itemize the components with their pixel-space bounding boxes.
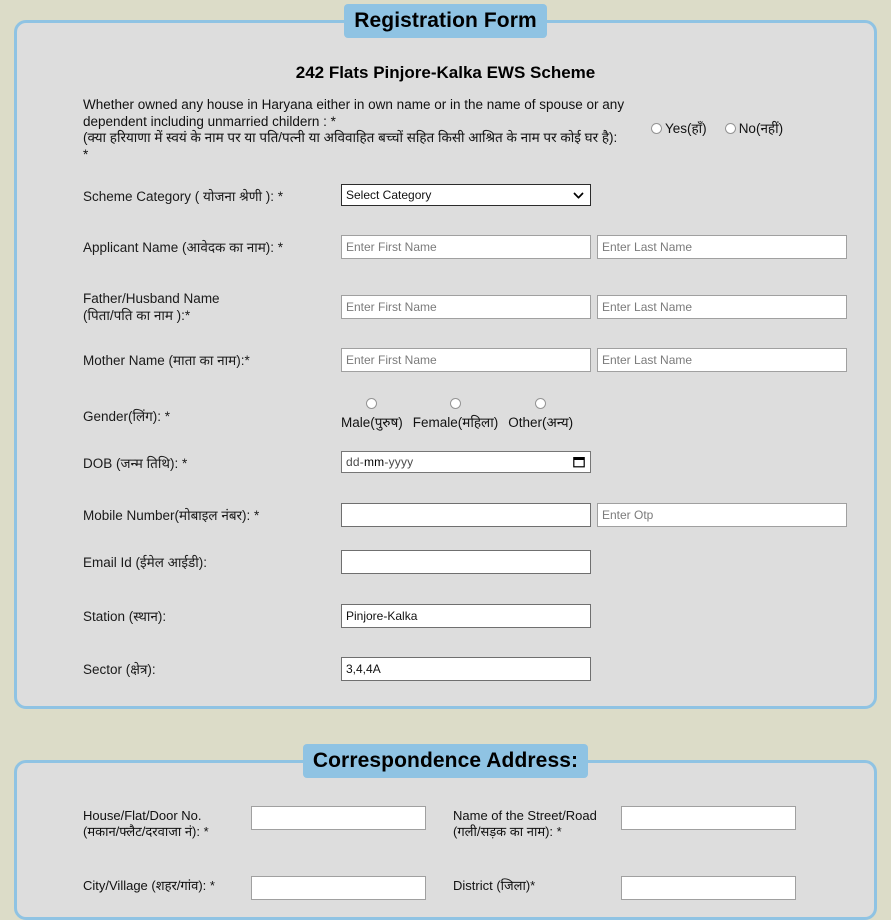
gender-row xyxy=(17,398,874,431)
chevron-down-icon xyxy=(573,190,584,201)
dob-sep-2: - xyxy=(384,455,389,469)
scheme-category-selected-value: Select Category xyxy=(346,188,432,202)
dob-mm[interactable]: mm xyxy=(363,455,385,469)
station-label: Station (स्थान): xyxy=(83,609,167,624)
address-row-2 xyxy=(17,840,874,900)
district-label xyxy=(453,876,621,894)
applicant-name-fields xyxy=(341,235,847,259)
mother-last-name-input[interactable] xyxy=(597,348,847,372)
ownership-question-text xyxy=(83,97,643,163)
scheme-category-select[interactable] xyxy=(341,184,591,206)
father-husband-name-label xyxy=(83,286,341,324)
father-husband-name-label-line-1: Father/Husband Name xyxy=(83,291,220,306)
gender-option-male[interactable] xyxy=(341,398,403,431)
correspondence-address-legend-label: Correspondence Address: xyxy=(303,744,588,778)
gender-option-other[interactable] xyxy=(508,398,573,431)
radio-icon[interactable] xyxy=(366,398,377,409)
registration-form-legend-label: Registration Form xyxy=(344,4,547,38)
otp-input[interactable] xyxy=(597,503,847,527)
mother-name-fields xyxy=(341,348,847,372)
house-no-label-line-2: (मकान/फ्लैट/दरवाजा नं): * xyxy=(83,824,209,839)
applicant-first-name-input[interactable] xyxy=(341,235,591,259)
ownership-question-row xyxy=(17,97,874,163)
city-village-label xyxy=(83,876,251,894)
house-no-label-line-1: House/Flat/Door No. xyxy=(83,808,202,823)
gender-option-female-label: Female(महिला) xyxy=(412,415,499,430)
ownership-question-line-1: Whether owned any house in Haryana either in own name or in the name of spouse or any xyxy=(83,97,625,112)
email-row xyxy=(17,550,874,574)
gender-option-female[interactable] xyxy=(413,398,498,431)
gender-label: Gender(लिंग): * xyxy=(83,409,171,424)
street-name-label xyxy=(453,806,621,840)
scheme-category-row xyxy=(17,184,874,206)
gender-options xyxy=(341,398,573,431)
registration-form-card xyxy=(14,9,877,709)
mobile-number-input[interactable] xyxy=(341,503,591,527)
father-husband-first-name-input[interactable] xyxy=(341,295,591,319)
applicant-last-name-input[interactable] xyxy=(597,235,847,259)
district-cell xyxy=(453,876,796,900)
ownership-no-label: No(नहीं) xyxy=(738,121,784,136)
mobile-number-fields xyxy=(341,503,847,527)
applicant-name-row xyxy=(17,235,874,259)
scheme-category-label: Scheme Category ( योजना श्रेणी ): * xyxy=(83,189,283,204)
ownership-question-line-4: * xyxy=(83,146,89,162)
street-name-label-line-1: Name of the Street/Road xyxy=(453,808,597,823)
radio-icon[interactable] xyxy=(535,398,546,409)
mother-name-label: Mother Name (माता का नाम):* xyxy=(83,353,250,368)
station-input[interactable] xyxy=(341,604,591,628)
street-name-label-line-2: (गली/सड़क का नाम): * xyxy=(453,824,562,839)
dob-date-input[interactable] xyxy=(341,451,591,473)
radio-icon[interactable] xyxy=(725,123,736,134)
station-row xyxy=(17,604,874,628)
dob-dd[interactable]: dd xyxy=(346,455,360,469)
house-no-input[interactable] xyxy=(251,806,426,830)
sector-row xyxy=(17,657,874,681)
district-input[interactable] xyxy=(621,876,796,900)
district-label-line-1: District (जिला)* xyxy=(453,878,536,893)
mobile-number-row xyxy=(17,503,874,527)
gender-option-other-label: Other(अन्य) xyxy=(508,415,574,430)
ownership-question-line-3: (क्या हरियाणा में स्वयं के नाम पर या पति/पत्नी या अविवाहित बच्चों सहित किसी आश्रित के नाम पर कोई घर है): xyxy=(83,130,618,145)
father-husband-name-row xyxy=(17,286,874,324)
address-row-1 xyxy=(17,763,874,840)
sector-label: Sector (क्षेत्र): xyxy=(83,662,156,677)
ownership-question-line-2: dependent including unmarried childern : * xyxy=(83,113,336,129)
registration-page xyxy=(0,9,891,893)
sector-input[interactable] xyxy=(341,657,591,681)
mobile-number-label: Mobile Number(मोबाइल नंबर): * xyxy=(83,508,260,523)
mother-name-row xyxy=(17,348,874,372)
email-input[interactable] xyxy=(341,550,591,574)
father-husband-last-name-input[interactable] xyxy=(597,295,847,319)
city-village-cell xyxy=(83,876,426,900)
correspondence-address-card xyxy=(14,749,877,920)
radio-icon[interactable] xyxy=(651,123,662,134)
father-husband-name-fields xyxy=(341,295,847,319)
dob-date-placeholder xyxy=(346,455,413,469)
city-village-input[interactable] xyxy=(251,876,426,900)
street-name-input[interactable] xyxy=(621,806,796,830)
dob-sep-1: - xyxy=(359,455,364,469)
ownership-question-options xyxy=(651,97,783,137)
house-no-label xyxy=(83,806,251,840)
applicant-name-label: Applicant Name (आवेदक का नाम): * xyxy=(83,240,284,255)
ownership-yes-label: Yes(हाँ) xyxy=(665,121,707,136)
gender-option-male-label: Male(पुरुष) xyxy=(341,415,403,430)
calendar-icon[interactable] xyxy=(573,456,585,468)
scheme-title: 242 Flats Pinjore-Kalka EWS Scheme xyxy=(295,63,596,82)
mother-first-name-input[interactable] xyxy=(341,348,591,372)
city-village-label-line-1: City/Village (शहर/गांव): * xyxy=(83,878,215,893)
email-label: Email Id (ईमेल आईडी): xyxy=(83,555,208,570)
father-husband-name-label-line-2: (पिता/पति का नाम ):* xyxy=(83,308,191,323)
dob-yyyy[interactable]: yyyy xyxy=(388,455,414,469)
ownership-yes-option[interactable] xyxy=(651,119,707,137)
ownership-no-option[interactable] xyxy=(725,119,783,137)
dob-label: DOB (जन्म तिथि): * xyxy=(83,456,188,471)
dob-row xyxy=(17,451,874,473)
house-no-cell xyxy=(83,806,426,840)
street-name-cell xyxy=(453,806,796,840)
radio-icon[interactable] xyxy=(450,398,461,409)
